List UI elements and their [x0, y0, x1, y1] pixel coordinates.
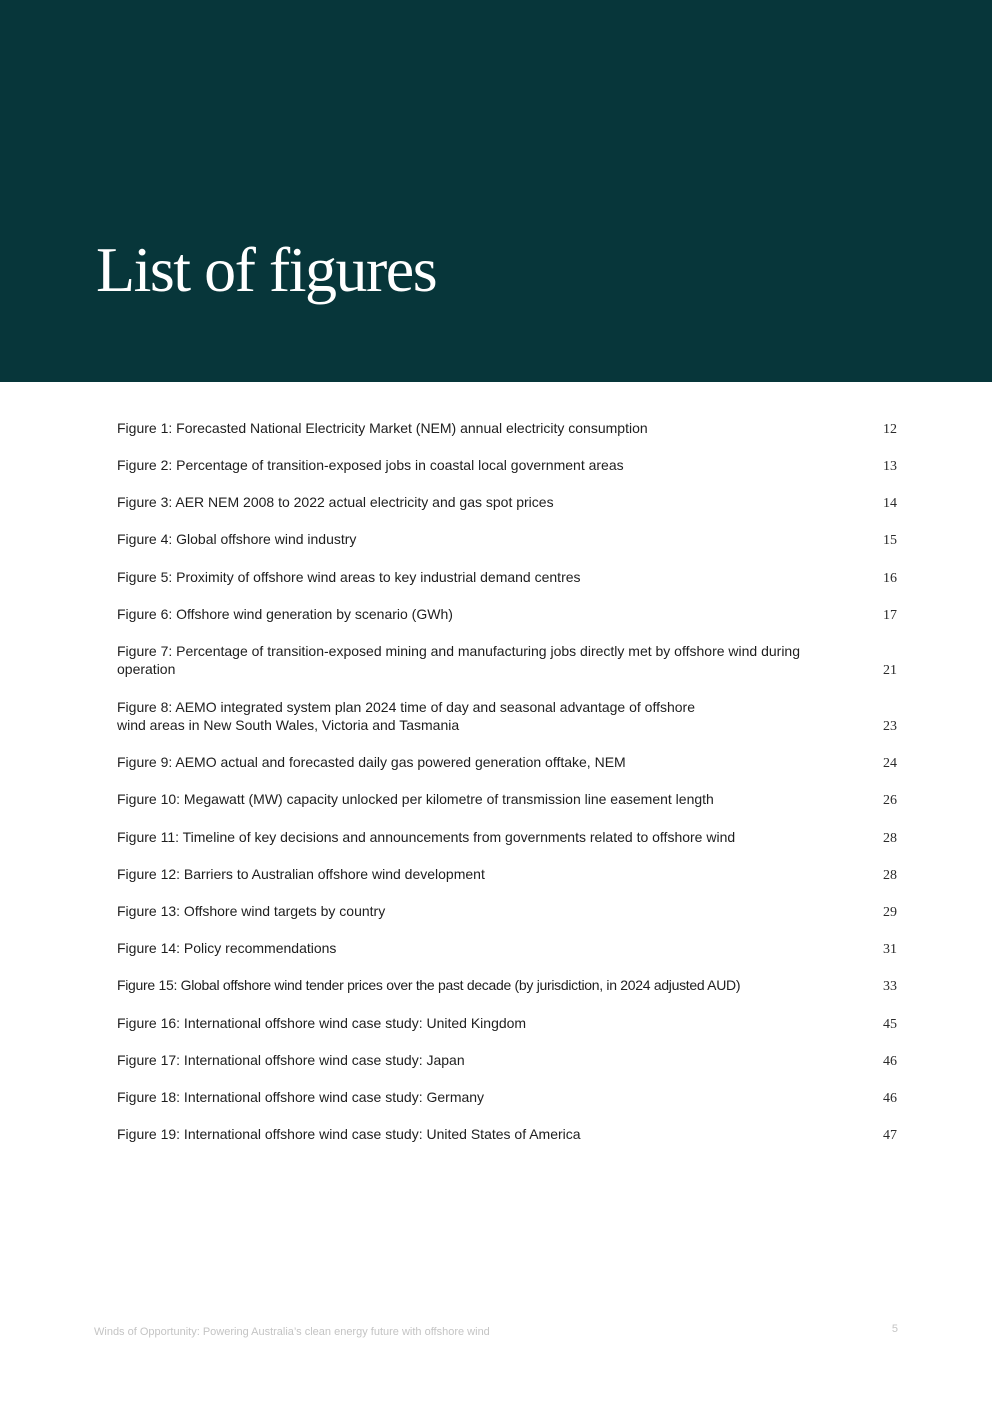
figure-label: Figure 2: Percentage of transition-exposed jobs in coastal local government areas — [117, 457, 624, 473]
figure-page-number: 46 — [883, 1091, 897, 1106]
figure-entry[interactable] — [117, 530, 897, 550]
figure-page-number: 12 — [883, 422, 897, 437]
figure-label: Figure 5: Proximity of offshore wind areas to key industrial demand centres — [117, 569, 581, 585]
figure-entry[interactable] — [117, 456, 897, 476]
figure-entry[interactable] — [117, 419, 897, 439]
figure-entry[interactable] — [117, 568, 897, 588]
figure-label: Figure 15: Global offshore wind tender prices over the past decade (by jurisdiction, in 2024 adjusted AUD) — [117, 977, 741, 993]
figure-label: Figure 13: Offshore wind targets by country — [117, 903, 386, 919]
figure-label: Figure 7: Percentage of transition-exposed mining and manufacturing jobs directly met by offshore wind during operation — [117, 643, 801, 677]
figure-label: Figure 4: Global offshore wind industry — [117, 531, 357, 547]
figure-entry[interactable] — [117, 605, 897, 625]
figure-entry[interactable] — [117, 902, 897, 922]
figure-entry[interactable] — [117, 939, 897, 959]
figure-page-number: 29 — [883, 905, 897, 920]
figure-entry[interactable] — [117, 976, 897, 996]
figure-entry[interactable] — [117, 865, 897, 885]
footer-page-number: 5 — [891, 1323, 898, 1335]
figure-page-number: 26 — [883, 793, 897, 808]
figure-page-number: 21 — [883, 663, 897, 678]
figure-label: Figure 8: AEMO integrated system plan 2024 time of day and seasonal advantage of offshore wind areas in New South Wales, Victoria and Tasmania — [117, 699, 695, 733]
figure-label: Figure 18: International offshore wind case study: Germany — [117, 1089, 485, 1105]
figure-label: Figure 17: International offshore wind case study: Japan — [117, 1052, 465, 1068]
figure-label: Figure 11: Timeline of key decisions and announcements from governments related to offshore wind — [117, 829, 736, 845]
figure-page-number: 17 — [883, 608, 897, 623]
figure-page-number: 15 — [883, 533, 897, 548]
figure-label: Figure 10: Megawatt (MW) capacity unlocked per kilometre of transmission line easement length — [117, 791, 714, 807]
figure-label: Figure 14: Policy recommendations — [117, 940, 337, 956]
figure-label: Figure 3: AER NEM 2008 to 2022 actual electricity and gas spot prices — [117, 494, 554, 510]
figure-label: Figure 6: Offshore wind generation by scenario (GWh) — [117, 606, 453, 622]
page-title: List of figures — [96, 234, 437, 305]
figure-page-number: 45 — [883, 1017, 897, 1032]
figure-label: Figure 16: International offshore wind case study: United Kingdom — [117, 1015, 527, 1031]
figure-label: Figure 1: Forecasted National Electricity Market (NEM) annual electricity consumption — [117, 420, 648, 436]
figure-label: Figure 19: International offshore wind case study: United States of America — [117, 1126, 581, 1142]
figure-page-number: 46 — [883, 1054, 897, 1069]
figure-label: Figure 9: AEMO actual and forecasted daily gas powered generation offtake, NEM — [117, 754, 626, 770]
figure-entry[interactable] — [117, 790, 897, 810]
figure-page-number: 28 — [883, 868, 897, 883]
figure-entry[interactable] — [117, 753, 897, 773]
figure-page-number: 14 — [883, 496, 897, 511]
figure-list — [117, 0, 897, 1200]
figure-entry[interactable] — [117, 1088, 897, 1108]
figure-entry[interactable] — [117, 828, 897, 848]
figure-page-number: 33 — [883, 979, 897, 994]
figure-label: Figure 12: Barriers to Australian offshore wind development — [117, 866, 485, 882]
figure-page-number: 23 — [883, 719, 897, 734]
figure-page-number: 24 — [883, 756, 897, 771]
figure-page-number: 16 — [883, 571, 897, 586]
figure-page-number: 28 — [883, 831, 897, 846]
figure-entry[interactable] — [117, 493, 897, 513]
figure-page-number: 47 — [883, 1128, 897, 1143]
figure-entry[interactable] — [117, 698, 897, 736]
figure-entry[interactable] — [117, 1125, 897, 1145]
footer-document-title: Winds of Opportunity: Powering Australia’s clean energy future with offshore wind — [94, 1326, 490, 1338]
figure-page-number: 31 — [883, 942, 897, 957]
figure-page-number: 13 — [883, 459, 897, 474]
figure-entry[interactable] — [117, 1051, 897, 1071]
figure-entry[interactable] — [117, 1014, 897, 1034]
figure-entry[interactable] — [117, 642, 897, 680]
